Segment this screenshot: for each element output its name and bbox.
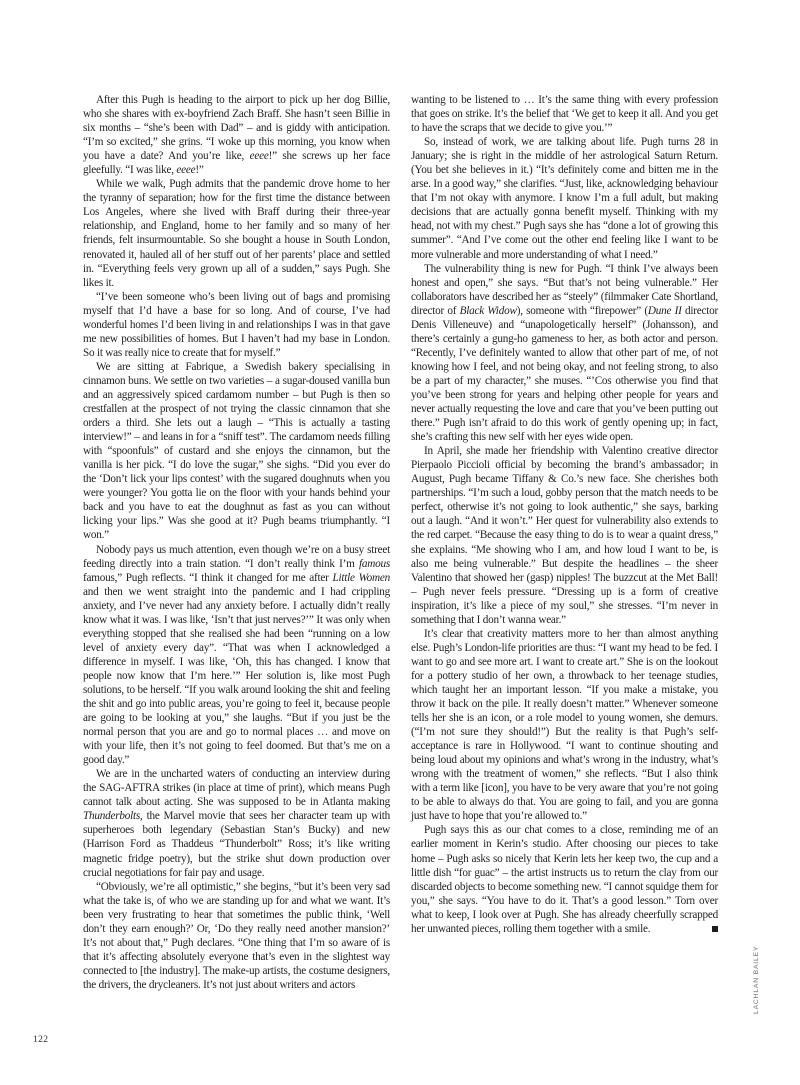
article-paragraph: In April, she made her friendship with Valentino creative director Pierpaolo Piccioli official by becoming the brand’s ambassador; in August, Pugh became Tiffany & Co.’s new face. She cherishes both partnerships. “I’m such a loud, gobby person that the match needs to be perfect, otherwise it’s not going to look authentic,” she says, barking out a laugh. “And it won’t.” Her quest for vulnerability also extends to the red carpet. “Because the easy thing to do is to wear a quaint dress,” she explains. “Me showing who I am, and how loud I want to be, is also me being vulnerable.” But despite the headlines – the sheer Valentino that showed her (gasp) nipples! The buzzcut at the Met Ball! – Pugh never feels pressure. “Dressing up is a form of creative inspiration, it’s like a piece of my soul,” she stresses. “I’m never in something that I don’t wanna wear.” bbox=[411, 445, 718, 626]
photo-credit: LACHLAN BAILEY bbox=[753, 945, 760, 1014]
article-column-right bbox=[411, 93, 718, 992]
article-paragraph: “I’ve been someone who’s been living out of bags and promising myself that I’d have a base for so long. And of course, I’ve had wonderful homes I’d been living in and relationships I was in that gave me new possibilities of homes. But I haven’t had my base in London. So it was really nice to create that for myself.” bbox=[83, 290, 390, 359]
article-paragraph: wanting to be listened to … It’s the same thing with every profession that goes on strike. It’s the belief that ‘We get to keep it all. And you get to have the scraps that we decide to give you.’” bbox=[411, 94, 718, 135]
article-paragraph: We are in the uncharted waters of conducting an interview during the SAG-AFTRA strikes (in place at time of print), which means Pugh cannot talk about acting. She was supposed to be in Atlanta making Thunderbolts, the Marvel movie that sees her character team up with superheroes both legendary (Sebastian Stan’s Bucky) and new (Harrison Ford as Thaddeus “Thunderbolt” Ross; it’s like writing magnetic fridge poetry), but the strike shut down production over crucial negotiations for fair pay and usage. bbox=[83, 768, 390, 879]
page-number: 122 bbox=[33, 1035, 49, 1045]
article-paragraph: While we walk, Pugh admits that the pandemic drove home to her the tyranny of separation; how for the first time the distance between Los Angeles, where she lived with Braff during their three-year relationship, and England, home to her family and so many of her friends, felt insurmountable. So she bought a house in South London, renovated it, hauled all of her stuff out of her parents’ place and settled in. “Everything feels very grown up all of a sudden,” says Pugh. She likes it. bbox=[83, 178, 390, 289]
article-paragraph: It’s clear that creativity matters more to her than almost anything else. Pugh’s London-life priorities are thus: “I want my head to be fed. I want to go and see more art. I want to create art.” She is on the lookout for a pottery studio of her own, a throwback to her teenage studies, which taught her an important lesson. “If you make a mistake, you throw it back on the pile. It really doesn’t matter.” Whenever someone tells her she is an icon, or a role model to young women, she demurs. (“I’m not sure they should!”) But the reality is that Pugh’s self-acceptance is rare in Hollywood. “I want to continue shouting and being loud about my opinions and what’s wrong in the industry, what’s wrong with the treatment of women,” she reflects. “But I also think with a term like [icon], you have to be very aware that you’re not going to be able to always do that. You are going to fail, and you are gonna just have to hope that you’re allowed to.” bbox=[411, 627, 718, 823]
article-paragraph: After this Pugh is heading to the airport to pick up her dog Billie, who she shares with ex-boyfriend Zach Braff. She hasn’t seen Billie in six months – “she’s been with Dad” – and is giddy with anticipation. “I’m so excited,” she grins. “I woke up this morning, you know when you have a date? And you’re like, eeee!” she screws up her face gleefully. “I was like, eeee!” bbox=[83, 94, 390, 177]
article-body bbox=[83, 93, 718, 992]
article-paragraph: Pugh says this as our chat comes to a close, reminding me of an earlier moment in Kerin’s studio. After choosing our pieces to take home – Pugh asks so nicely that Kerin lets her keep two, the cup and a little dish “for guac” – the artist instructs us to return the clay from our discarded objects to become something new. “I cannot squidge them for you,” she says. “You have to do it. That’s a good lesson.” Torn over what to keep, I look over at Pugh. She has already cheerfully scrapped her unwanted pieces, rolling them together with a smile. bbox=[411, 824, 718, 935]
article-paragraph: “Obviously, we’re all optimistic,” she begins, “but it’s been very sad what the take is, of who we are standing up for and what we want. It’s been very frustrating to hear that sometimes the public think, ‘Well don’t they earn enough?’ Or, ‘Do they really need another mansion?’ It’s not about that,” Pugh declares. “One thing that I’m so aware of is that it’s affecting absolutely everyone that’s even in the slightest way connected to [the industry]. The make-up artists, the costume designers, the drivers, the drycleaners. It’s not just about writers and actors bbox=[83, 880, 390, 991]
article-column-left bbox=[83, 93, 390, 992]
article-paragraph: The vulnerability thing is new for Pugh. “I think I’ve always been honest and open,” she says. “But that’s not being vulnerable.” Her collaborators have described her as “steely” (filmmaker Cate Shortland, director of Black Widow), someone with “firepower” (Dune II director Denis Villeneuve) and “unapologetically herself” (Johansson), and there’s certainly a gung-ho gameness to her, as both actor and person. “Recently, I’ve definitely wanted to allow that other part of me, of not knowing how I feel, and not being okay, and not feeling strong, to also be a part of my character,” she muses. “’Cos otherwise you find that you’ve been strong for years and helping other people for years and never actually requesting the love and care that you’ve been putting out there.” Pugh isn’t afraid to do this work of gently opening up; in fact, she’s crafting this new self with her eyes wide open. bbox=[411, 262, 718, 444]
article-paragraph: So, instead of work, we are talking about life. Pugh turns 28 in January; she is right in the middle of her astrological Saturn Return. (You bet she believes in it.) “It’s definitely come and bitten me in the arse. In a good way,” she clarifies. “Just, like, acknowledging behaviour that I’m not okay with anymore. I know I’m a full adult, but making decisions that are actually gonna benefit myself. Thinking with my head, not with my chest.” Pugh says she has “done a lot of growing this summer”. “And I’ve come out the other end feeling like I want to be more vulnerable and more understanding of what I need.” bbox=[411, 136, 718, 261]
end-of-article-mark bbox=[712, 926, 718, 932]
article-paragraph: Nobody pays us much attention, even though we’re on a busy street feeding directly into a train station. “I don’t really think I’m famous famous,” Pugh reflects. “I think it changed for me after Little Women and then we went straight into the pandemic and I had crippling anxiety, and I’ve never had any anxiety before. I actually didn’t really know what it was. I was like, ‘Isn’t that just nerves?’” It was only when everything stopped that she realised she had been “running on a low level of anxiety every day”. “That was when I acknowledged a difference in myself. I was like, ‘Oh, this has changed. I know that people now know that I’m here.’” Her solution is, like most Pugh solutions, to be herself. “If you walk around looking the shit and feeling the shit and go into public areas, you’re going to feel it, because people are going to be looking at you,” she laughs. “But if you just be the normal person that you are and go to normal places … and move on with your life, then it’s not going to feel doomed. But that’s me on a good day.” bbox=[83, 543, 390, 767]
article-paragraph: We are sitting at Fabrique, a Swedish bakery specialising in cinnamon buns. We settle on two varieties – a sugar-doused vanilla bun and an aggressively spiced cardamom number – but Pugh is then so crestfallen at the prospect of not trying the classic cinnamon that she orders a third. She lets out a laugh – “This is actually a tasting interview!” – and leans in for a “sniff test”. The cardamom needs filling with “spoonfuls” of custard and she enjoys the cinnamon, but the vanilla is her pick. “I do love the sugar,” she sighs. “Did you ever do the ‘Don’t lick your lips contest’ with the sugared doughnuts when you were younger? You gotta lie on the floor with your hands behind your back and you have to eat the doughnut as fast as you can without licking your lips.” Was she good at it? Pugh beams triumphantly. “I won.” bbox=[83, 360, 390, 542]
